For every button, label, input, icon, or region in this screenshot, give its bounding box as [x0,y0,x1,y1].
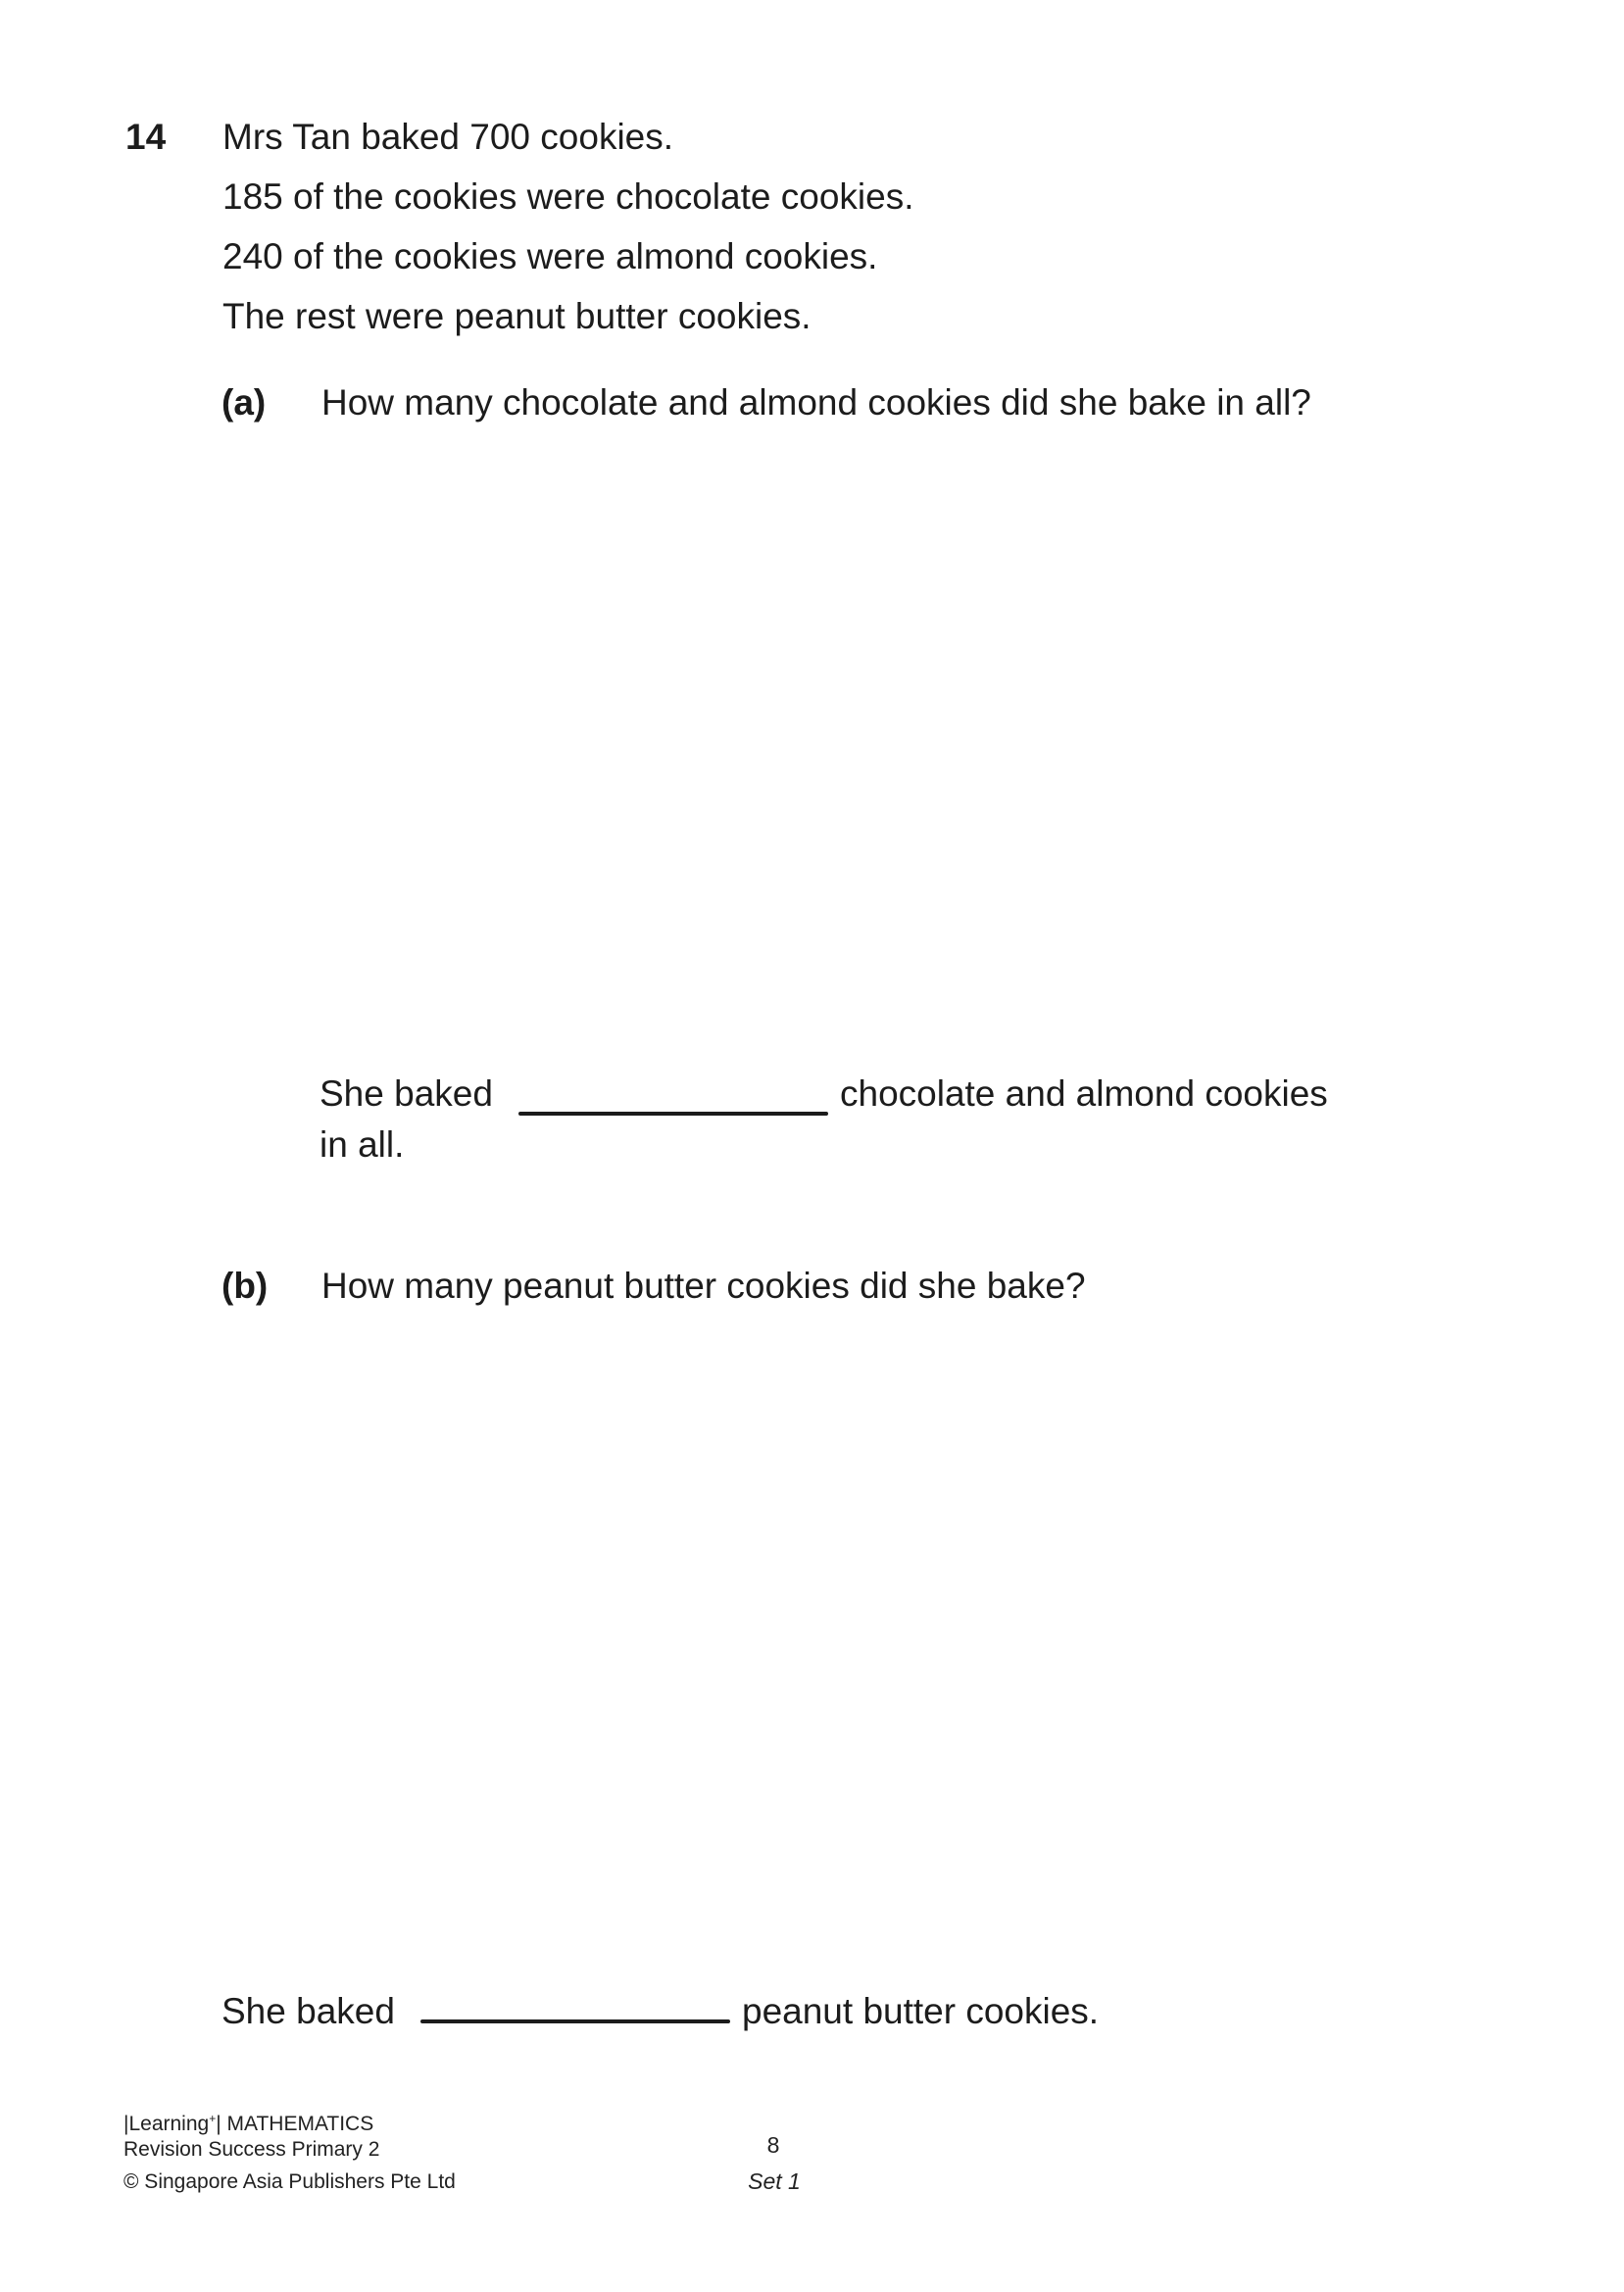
question-stem-line-4: The rest were peanut butter cookies. [222,296,812,336]
part-b-answer-suffix: peanut butter cookies. [742,1991,1100,2031]
part-a-answer-suffix: chocolate and almond cookies [840,1073,1328,1114]
question-number: 14 [125,117,167,157]
part-b-answer-blank[interactable] [420,2019,730,2023]
question-stem-line-2: 185 of the cookies were chocolate cookies. [222,176,914,217]
part-b-label: (b) [221,1266,269,1306]
part-a-answer-blank[interactable] [518,1112,828,1116]
part-b-prompt: How many peanut butter cookies did she bake? [321,1266,1086,1306]
page-number: 8 [766,2132,780,2158]
part-a-answer-suffix-line-2: in all. [320,1124,405,1165]
question-stem-line-3: 240 of the cookies were almond cookies. [222,236,878,276]
footer-brand-right: | MATHEMATICS [216,2113,374,2135]
set-label: Set 1 [748,2168,801,2194]
question-stem-line-1: Mrs Tan baked 700 cookies. [222,117,674,157]
part-a-prompt: How many chocolate and almond cookies did she bake in all? [321,382,1311,423]
footer-copyright: © Singapore Asia Publishers Pte Ltd [123,2170,456,2193]
part-a-answer-prefix: She baked [320,1073,493,1114]
footer-brand-left: |Learning [123,2113,210,2135]
footer-brand-superscript: + [209,2112,217,2125]
footer-book-title: Revision Success Primary 2 [123,2138,380,2161]
footer-brand [123,2114,373,2134]
part-a-label: (a) [221,382,267,423]
part-b-answer-prefix: She baked [221,1991,395,2031]
